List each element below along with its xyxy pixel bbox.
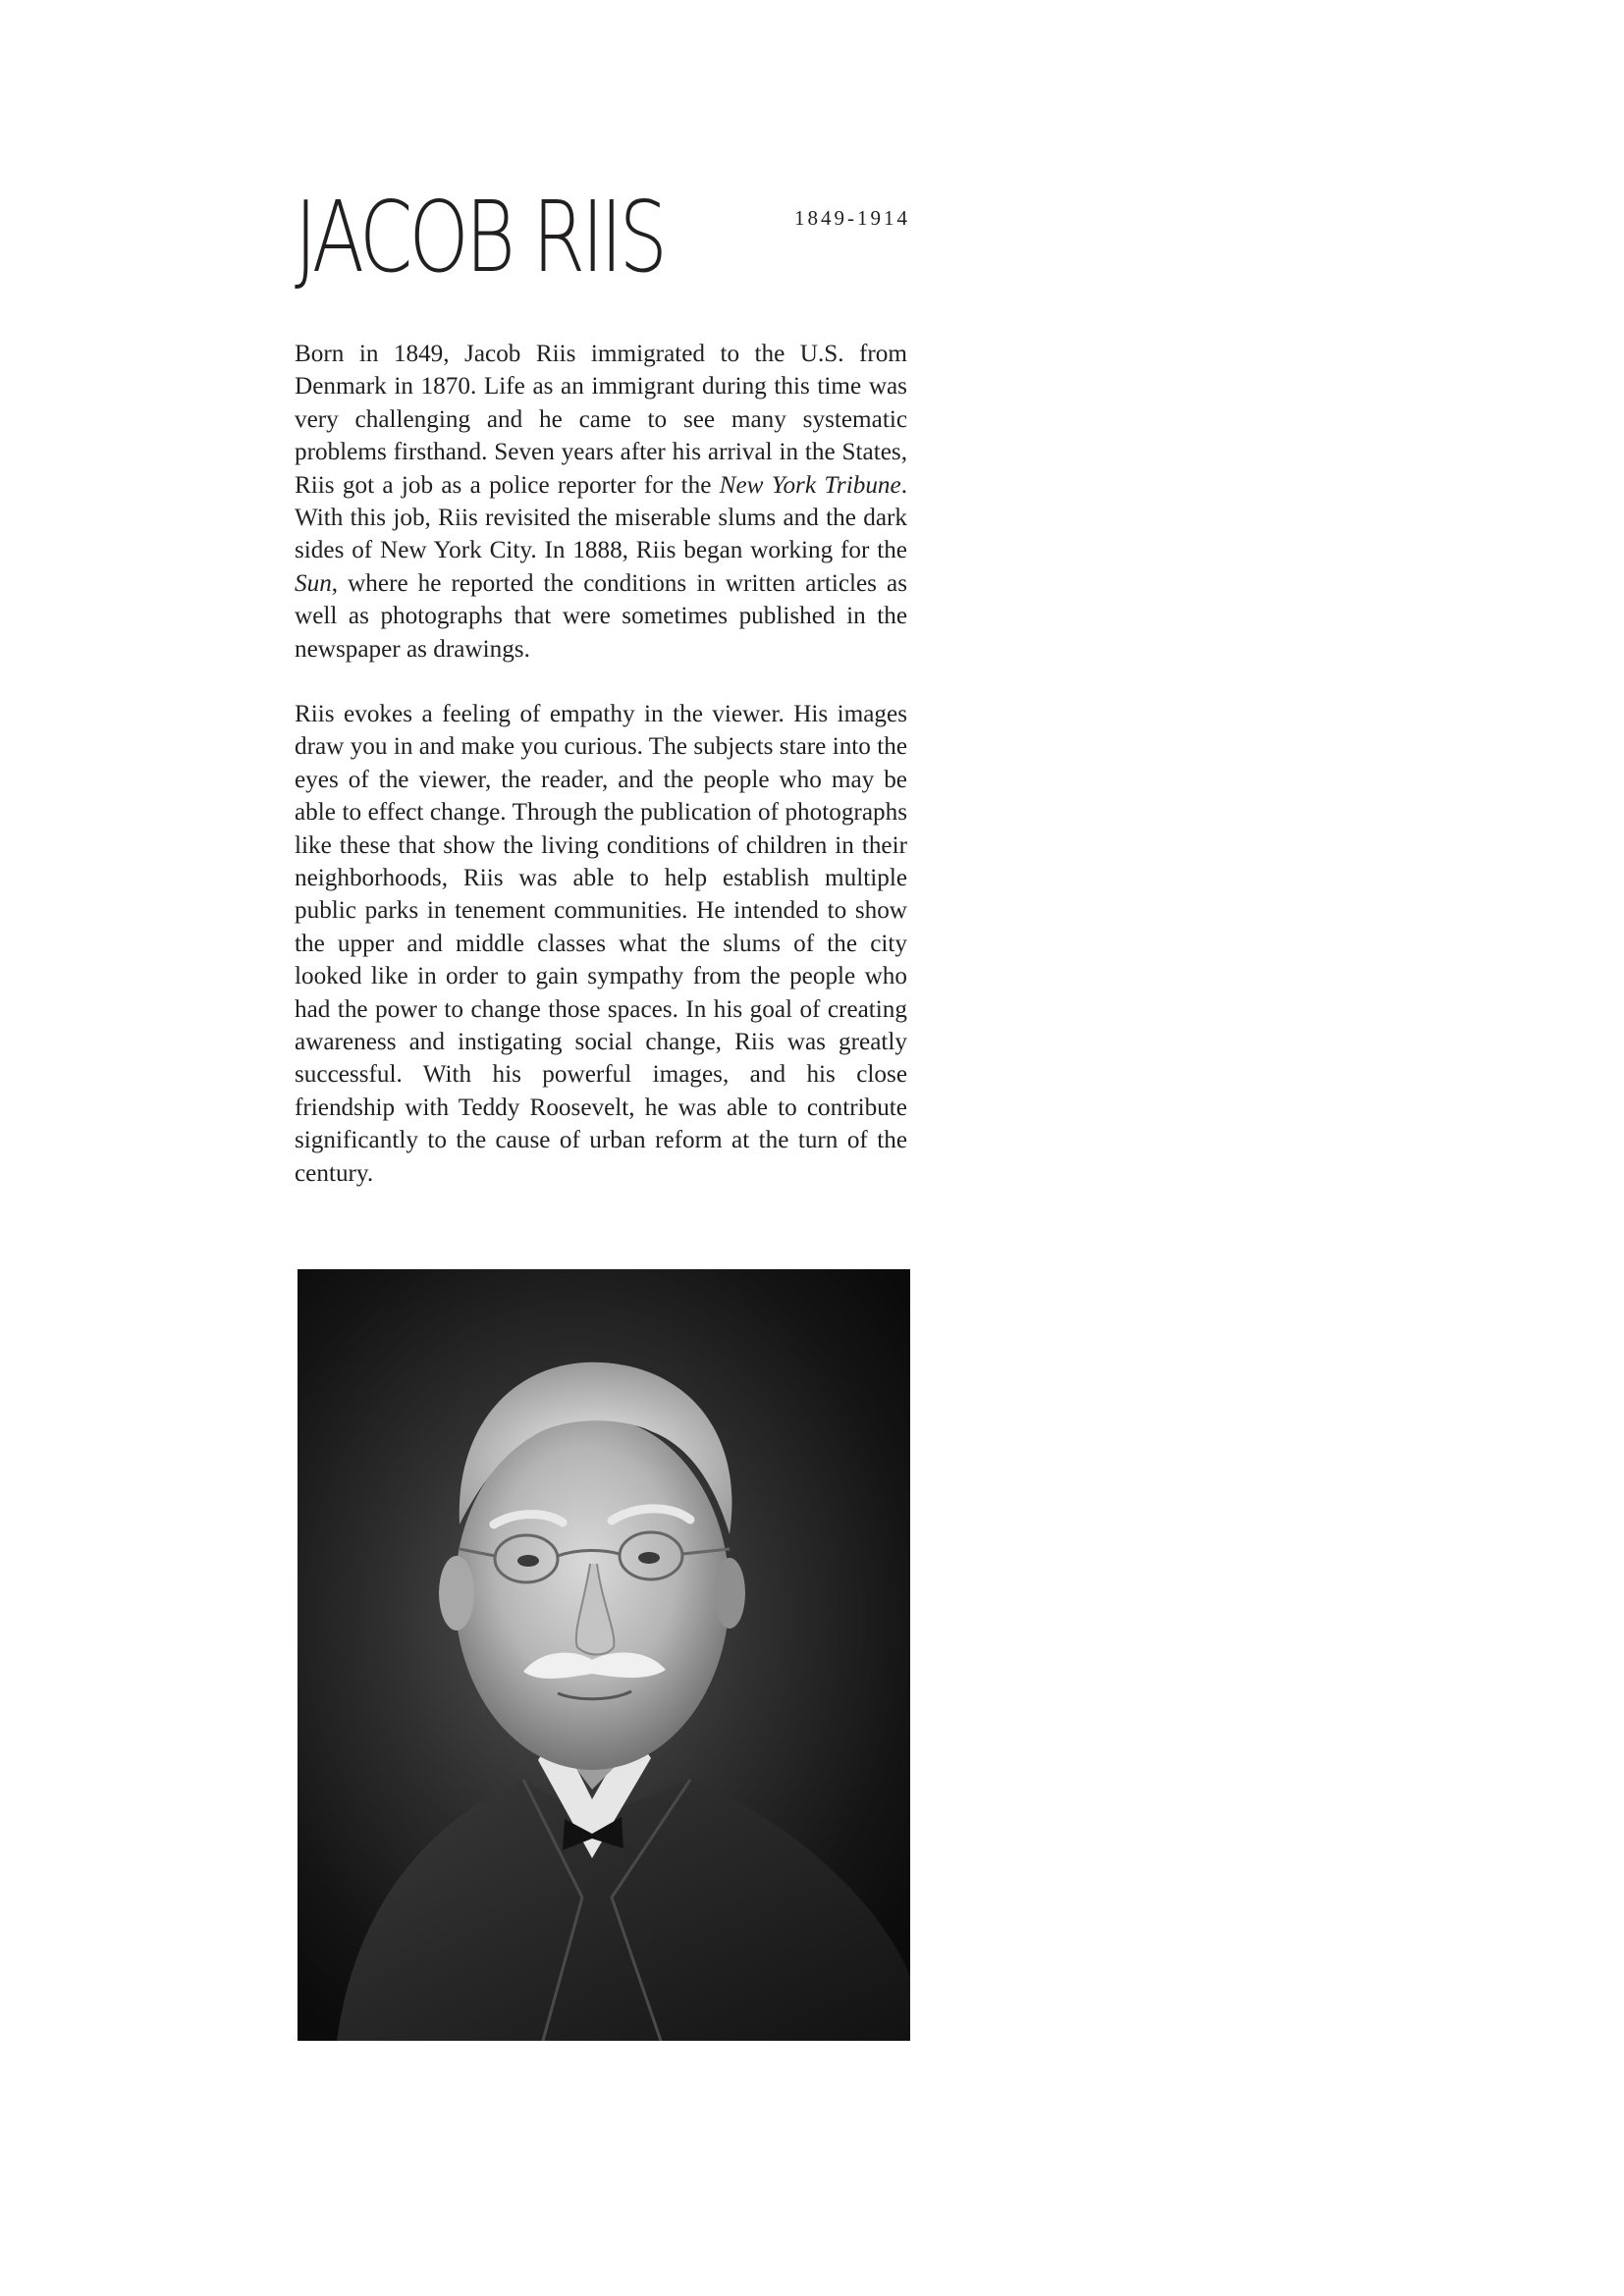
biography-paragraph — [295, 338, 907, 666]
newspaper-name-sun: Sun — [295, 569, 332, 597]
life-years: 1849-1914 — [794, 206, 910, 230]
legacy-paragraph: Riis evokes a feeling of empathy in the viewer. His images draw you in and make you curious. The subjects stare into the eyes of the viewer, the reader, and the people who may be able to effect change. Through the publication of photographs like these that show the living conditions of children in their neighborhoods, Riis was able to help establish multiple public parks in tenement communities. He intended to show the upper and middle classes what the slums of the city looked like in order to gain sympathy from the people who had the power to change those spaces. In his goal of creating awareness and instigating social change, Riis was greatly successful. With his powerful images, and his close friendship with Teddy Roosevelt, he was able to contribute significantly to the cause of urban reform at the turn of the century. — [295, 701, 907, 1187]
bio-text-3: , where he reported the conditions in written articles as well as photographs that were sometimes published in the newspaper as drawings. — [295, 569, 907, 663]
newspaper-name-tribune: New York Tribune — [719, 471, 901, 499]
page-title: JACOB RIIS — [295, 180, 665, 294]
portrait-photo — [298, 1269, 910, 2041]
bio-text-1: Born in 1849, Jacob Riis immigrated to the U.S. from Denmark in 1870. Life as an immigrant during this time was very challenging and he came to see many systematic problems firsthand. Seven years after his arrival in the States, Riis got a job as a police reporter for the — [295, 341, 907, 499]
portrait-illustration — [298, 1269, 910, 2041]
bio-text-2: . With this job, Riis revisited the miserable slums and the dark sides of New York City. In 1888, Riis began working for the — [295, 471, 907, 564]
